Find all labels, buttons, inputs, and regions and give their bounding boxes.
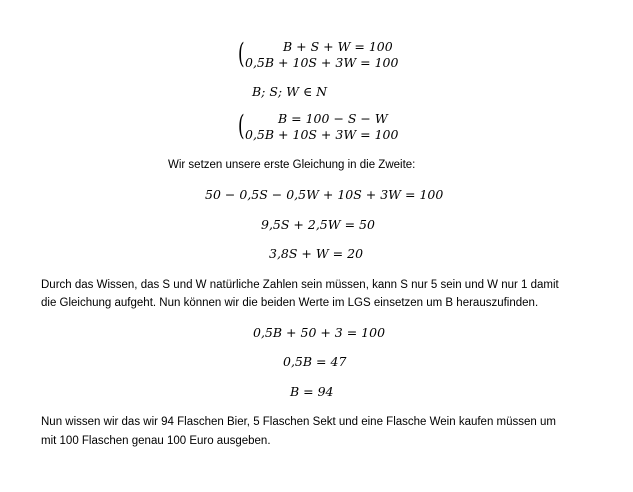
equation-b2: 0,5B = 47	[283, 354, 347, 369]
reasoning-line2: die Gleichung aufgeht. Nun können wir die beiden Werte im LGS einsetzen um B herauszufinden.	[41, 297, 539, 309]
system2-line2: 0,5B + 10S + 3W = 100	[245, 127, 399, 142]
equation-a3: 3,8S + W = 20	[269, 246, 364, 261]
equation-b3: B = 94	[290, 384, 334, 399]
system-brace-1: (	[238, 37, 245, 70]
equation-a2: 9,5S + 2,5W = 50	[261, 217, 375, 232]
substitution-text: Wir setzen unsere erste Gleichung in die Zweite:	[168, 159, 416, 171]
system1-line2: 0,5B + 10S + 3W = 100	[245, 55, 399, 70]
reasoning-line1: Durch das Wissen, das S und W natürliche Zahlen sein müssen, kann S nur 5 sein und W nur 1 damit	[41, 279, 559, 291]
conclusion-line2: mit 100 Flaschen genau 100 Euro ausgeben.	[41, 435, 271, 447]
equation-b1: 0,5B + 50 + 3 = 100	[253, 325, 386, 340]
system1-line1: B + S + W = 100	[283, 39, 393, 54]
domain-note: B; S; W ∈ N	[252, 84, 328, 99]
system2-line1: B = 100 − S − W	[278, 111, 388, 126]
system-brace-2: (	[238, 109, 245, 142]
conclusion-line1: Nun wissen wir das wir 94 Flaschen Bier, 5 Flaschen Sekt und eine Flasche Wein kaufen müssen um	[41, 416, 556, 428]
equation-a1: 50 − 0,5S − 0,5W + 10S + 3W = 100	[205, 187, 444, 202]
